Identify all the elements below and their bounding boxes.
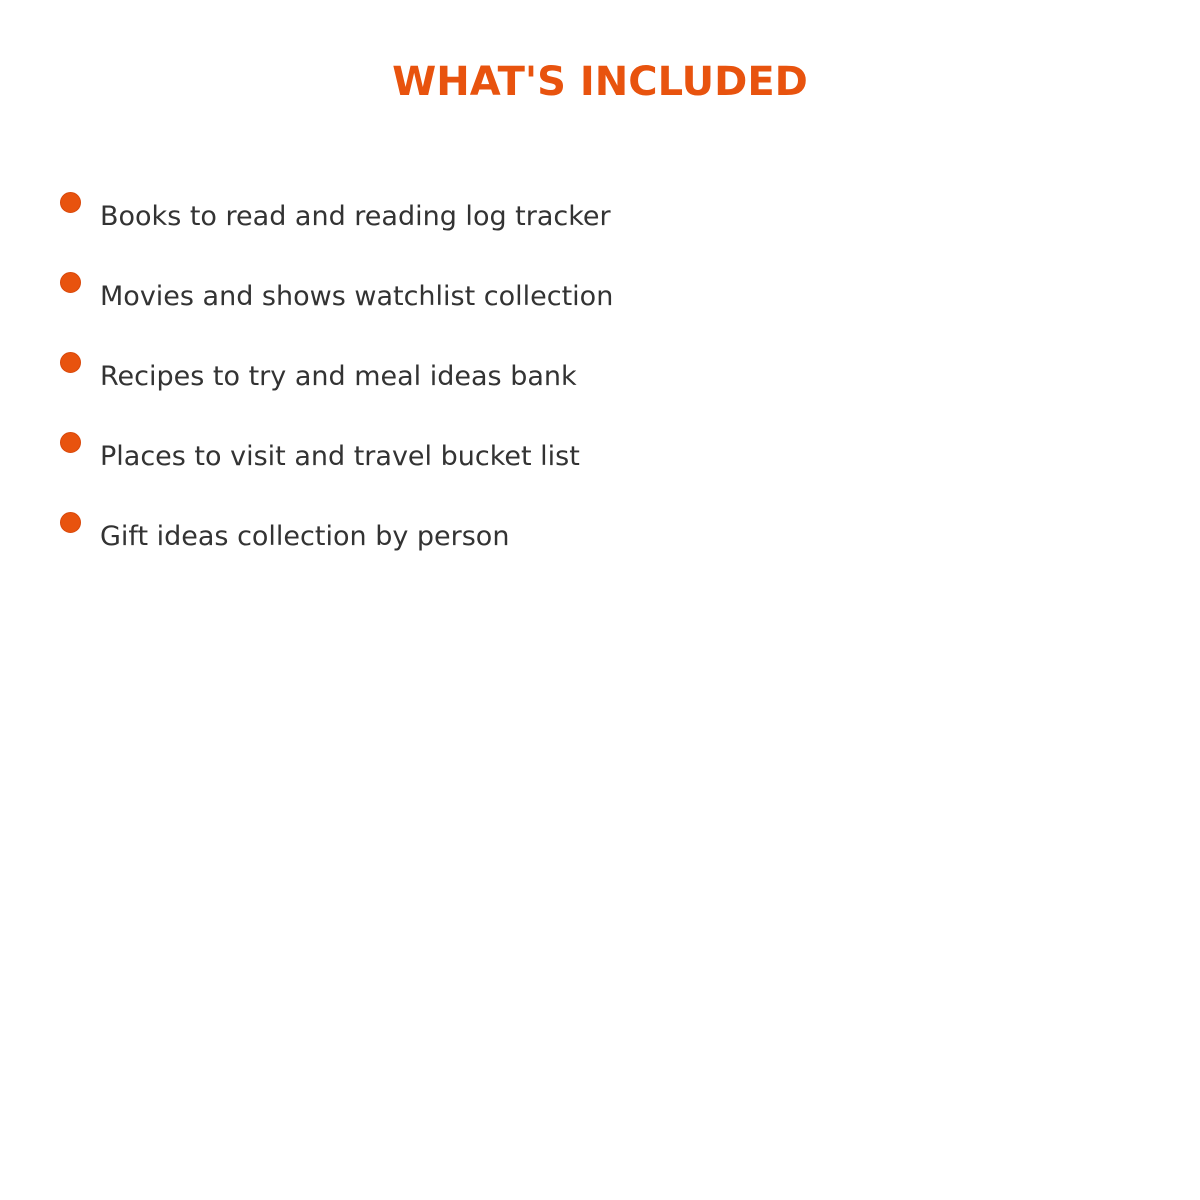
list-item <box>60 430 1140 510</box>
bullet-dot-icon <box>60 432 81 453</box>
feature-label: Books to read and reading log tracker <box>100 201 611 232</box>
feature-label: Places to visit and travel bucket list <box>100 441 580 472</box>
feature-label: Gift ideas collection by person <box>100 521 510 552</box>
list-item <box>60 190 1140 270</box>
feature-list <box>60 190 1140 590</box>
feature-label: Recipes to try and meal ideas bank <box>100 361 577 392</box>
bullet-dot-icon <box>60 352 81 373</box>
list-item <box>60 270 1140 350</box>
list-item <box>60 350 1140 430</box>
page-title: WHAT'S INCLUDED <box>392 59 808 105</box>
bullet-dot-icon <box>60 192 81 213</box>
bullet-dot-icon <box>60 272 81 293</box>
bullet-dot-icon <box>60 512 81 533</box>
feature-label: Movies and shows watchlist collection <box>100 281 614 312</box>
list-item <box>60 510 1140 590</box>
